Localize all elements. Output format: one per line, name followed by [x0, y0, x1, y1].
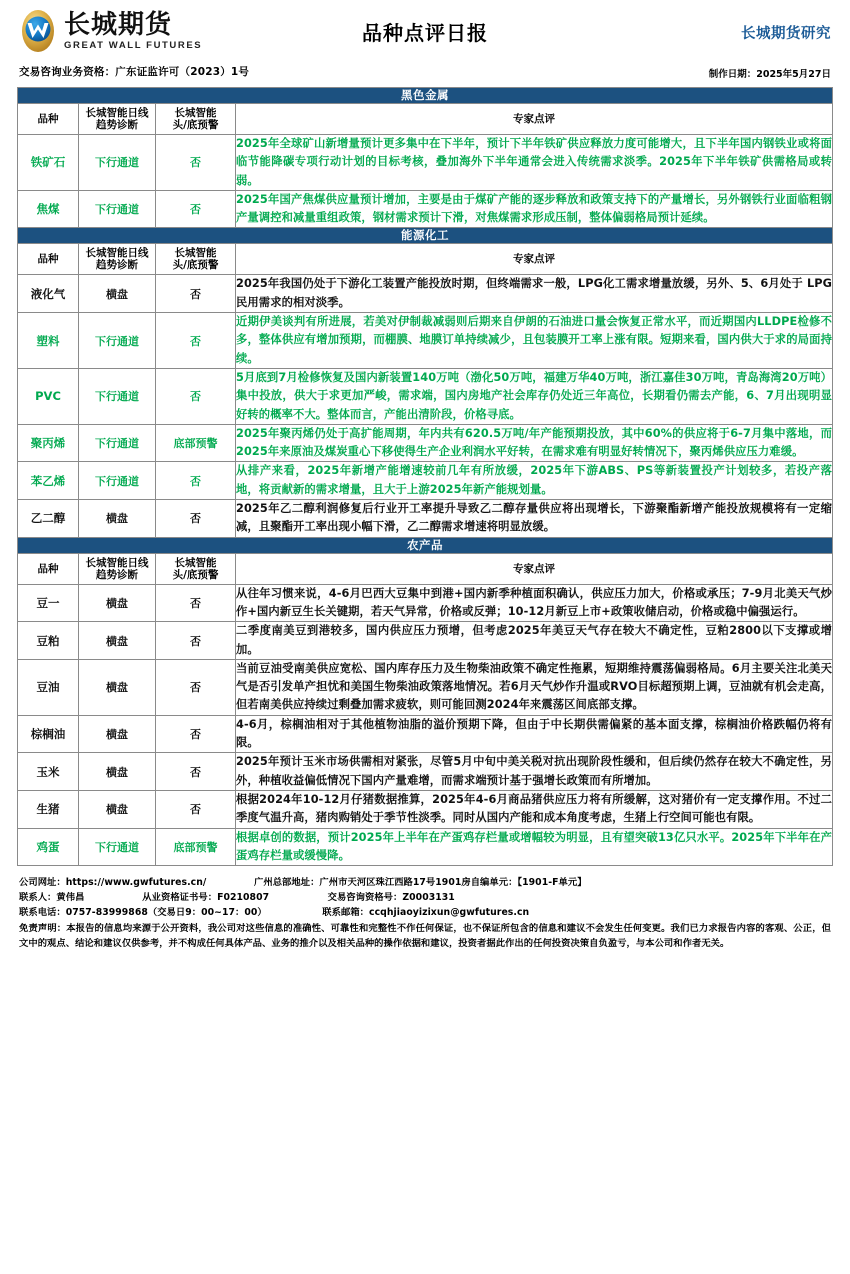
footer-address: 广州总部地址：广州市天河区珠江西路17号1901房自编单元：【1901-F单元】 — [254, 877, 587, 889]
col-header-alert — [156, 104, 236, 135]
column-header-row — [18, 104, 833, 135]
table-row — [18, 500, 833, 538]
table-row — [18, 622, 833, 660]
expert-comment: 2025年全球矿山新增量预计更多集中在下半年，预计下半年铁矿供应释放力度可能增大，且下半年国内钢铁业或将面临节能降碳专项行动计划的目标考核，叠加海外下半年通常会进入传统需求淡季。2025年下半年铁矿供需格局或转弱。 — [236, 135, 833, 191]
make-date: 制作日期：2025年5月27日 — [708, 69, 831, 80]
expert-comment: 2025年国产焦煤供应量预计增加，主要是由于煤矿产能的逐步释放和政策支持下的产量增长，另外钢铁行业面临粗钢产量调控和减量重组政策，钢材需求预计下滑，对焦煤需求形成压制，整体偏弱格局预计延续。 — [236, 190, 833, 228]
expert-comment: 4-6月，棕榈油相对于其他植物油脂的溢价预期下降，但由于中长期供需偏紧的基本面支撑，棕榈油价格跌幅仍将有限。 — [236, 715, 833, 753]
brand-name-cn: 长城期货 — [64, 9, 173, 40]
expert-comment: 2025年预计玉米市场供需相对紧张，尽管5月中旬中美关税对抗出现阶段性缓和，但后续仍然存在较大不确定性，另外，种植收益偏低情况下国内产量难增，而需求端预计基于强增长政策而有所增加。 — [236, 753, 833, 791]
trend-diagnosis: 下行通道 — [79, 368, 156, 424]
section-title: 能源化工 — [18, 228, 833, 244]
table-row — [18, 753, 833, 791]
table-row — [18, 275, 833, 313]
top-bottom-alert: 否 — [156, 622, 236, 660]
commodity-name: 液化气 — [18, 275, 79, 313]
trend-diagnosis: 下行通道 — [79, 828, 156, 866]
col-header-trend — [79, 104, 156, 135]
trend-diagnosis: 横盘 — [79, 715, 156, 753]
expert-comment: 近期伊美谈判有所进展，若美对伊制裁减弱则后期来自伊朗的石油进口量会恢复正常水平，而近期国内LLDPE检修不多，整体供应有增加预期，而棚膜、地膜订单持续减少，且包装膜开工率上涨有限。短期来看，国内供大于求的局面持续。 — [236, 313, 833, 369]
expert-comment: 从排产来看，2025年新增产能增速较前几年有所放缓，2025年下游ABS、PS等新装置投产计划较多，若投产落地，将贡献新的需求增量，且大于上游2025年新产能规划量。 — [236, 462, 833, 500]
col-header-alert-line1: 长城智能 — [174, 247, 217, 260]
top-bottom-alert: 否 — [156, 715, 236, 753]
col-header-trend — [79, 244, 156, 275]
top-bottom-alert: 否 — [156, 500, 236, 538]
expert-comment: 当前豆油受南美供应宽松、国内库存压力及生物柴油政策不确定性拖累，短期维持震荡偏弱格局。6月主要关注北美天气是否引发单产担忧和美国生物柴油政策落地情况。若6月天气炒作升温或RVO目标超预期上调，豆油就有机会走高，但若南美供应持续过剩叠加需求疲软，则可能回测2024年来震荡区间底部支撑。 — [236, 659, 833, 715]
col-header-trend-line2: 趋势诊断 — [96, 259, 138, 272]
commodity-name: 聚丙烯 — [18, 424, 79, 462]
footer-email[interactable]: 联系邮箱：ccqhjiaoyizixun@gwfutures.cn — [322, 907, 530, 919]
col-header-trend — [79, 553, 156, 584]
footer-disclaimer: 免责声明：本报告的信息均来源于公开资料，我公司对这些信息的准确性、可靠性和完整性不作任何保证，也不保证所包含的信息和建议不会发生任何变更。我们已力求报告内容的客观、公正，但文中的观点、结论和建议仅供参考，并不构成任何具体产品、业务的推介以及相关品种的操作依据和建议，投资者据此作出的任何投资决策自负盈亏，与本公司和作者无关。 — [19, 923, 831, 950]
table-row — [18, 424, 833, 462]
top-bottom-alert: 底部预警 — [156, 828, 236, 866]
footer-line-contact — [19, 890, 831, 905]
footer-website[interactable]: 公司网址：https://www.gwfutures.cn/ — [19, 877, 207, 889]
section-header-row — [18, 228, 833, 244]
trend-diagnosis: 横盘 — [79, 500, 156, 538]
table-row — [18, 190, 833, 228]
commodity-name: PVC — [18, 368, 79, 424]
section-header-row — [18, 88, 833, 104]
col-header-comment: 专家点评 — [236, 104, 833, 135]
expert-comment: 二季度南美豆到港较多，国内供应压力预增，但考虑2025年美豆天气存在较大不确定性，豆粕2800以下支撑或增加。 — [236, 622, 833, 660]
column-header-row — [18, 553, 833, 584]
footer-line-website — [19, 875, 831, 890]
top-bottom-alert: 否 — [156, 659, 236, 715]
column-header-row — [18, 244, 833, 275]
trend-diagnosis: 下行通道 — [79, 462, 156, 500]
expert-comment: 2025年乙二醇利润修复后行业开工率提升导致乙二醇存量供应将出现增长，下游聚酯新增产能投放规模将有一定缩减，且聚酯开工率出现小幅下滑，乙二醇需求增速将明显放缓。 — [236, 500, 833, 538]
top-bottom-alert: 否 — [156, 790, 236, 828]
license-text: 交易咨询业务资格：广东证监许可（2023）1号 — [19, 66, 250, 78]
commodity-name: 铁矿石 — [18, 135, 79, 191]
col-header-name: 品种 — [18, 104, 79, 135]
trend-diagnosis: 下行通道 — [79, 190, 156, 228]
table-row — [18, 313, 833, 369]
footer-consult-no: 交易咨询资格号：Z0003131 — [327, 892, 455, 904]
table-row — [18, 790, 833, 828]
col-header-alert — [156, 244, 236, 275]
trend-diagnosis: 横盘 — [79, 790, 156, 828]
table-row — [18, 715, 833, 753]
section-header-row — [18, 537, 833, 553]
col-header-comment: 专家点评 — [236, 553, 833, 584]
footer-line-phone — [19, 905, 831, 920]
commodity-name: 鸡蛋 — [18, 828, 79, 866]
col-header-alert — [156, 553, 236, 584]
section-title: 农产品 — [18, 537, 833, 553]
commodity-name: 塑料 — [18, 313, 79, 369]
top-bottom-alert: 否 — [156, 190, 236, 228]
subheader — [17, 62, 833, 84]
commodity-name: 棕榈油 — [18, 715, 79, 753]
top-bottom-alert: 底部预警 — [156, 424, 236, 462]
col-header-comment: 专家点评 — [236, 244, 833, 275]
top-bottom-alert: 否 — [156, 275, 236, 313]
col-header-name: 品种 — [18, 244, 79, 275]
col-header-alert-line2: 头/底预警 — [172, 259, 219, 272]
footer-phone: 联系电话：0757-83999868（交易日9：00~17：00） — [19, 907, 267, 919]
trend-diagnosis: 横盘 — [79, 753, 156, 791]
trend-diagnosis: 下行通道 — [79, 313, 156, 369]
commodity-name: 豆油 — [18, 659, 79, 715]
expert-comment: 根据卓创的数据，预计2025年上半年在产蛋鸡存栏量或增幅较为明显，且有望突破13亿只水平。2025年下半年在产蛋鸡存栏量或缓慢降。 — [236, 828, 833, 866]
commodity-name: 乙二醇 — [18, 500, 79, 538]
col-header-alert-line2: 头/底预警 — [172, 568, 219, 581]
trend-diagnosis: 横盘 — [79, 584, 156, 622]
top-bottom-alert: 否 — [156, 368, 236, 424]
trend-diagnosis: 横盘 — [79, 622, 156, 660]
research-label: 长城期货研究 — [741, 26, 831, 42]
table-row — [18, 368, 833, 424]
col-header-trend-line2: 趋势诊断 — [96, 119, 138, 131]
table-row — [18, 659, 833, 715]
expert-comment: 2025年我国仍处于下游化工装置产能投放时期，但终端需求一般，LPG化工需求增量放缓，另外、5、6月处于 LPG 民用需求的相对淡季。 — [236, 275, 833, 313]
trend-diagnosis: 横盘 — [79, 659, 156, 715]
col-header-alert-line1: 长城智能 — [174, 107, 217, 119]
top-bottom-alert: 否 — [156, 462, 236, 500]
footer-qualification-no: 从业资格证书号：F0210807 — [142, 892, 270, 904]
commodity-name: 生猪 — [18, 790, 79, 828]
commodity-name: 焦煤 — [18, 190, 79, 228]
commodity-name: 豆一 — [18, 584, 79, 622]
page-footer — [17, 875, 833, 951]
col-header-trend-line2: 趋势诊断 — [96, 568, 138, 581]
col-header-trend-line1: 长城智能日线 — [85, 556, 149, 569]
trend-diagnosis: 下行通道 — [79, 135, 156, 191]
footer-contact-person: 联系人：黄伟昌 — [19, 892, 85, 904]
top-bottom-alert: 否 — [156, 584, 236, 622]
col-header-alert-line2: 头/底预警 — [172, 119, 219, 131]
col-header-trend-line1: 长城智能日线 — [85, 107, 149, 119]
top-bottom-alert: 否 — [156, 313, 236, 369]
col-header-trend-line1: 长城智能日线 — [85, 247, 149, 260]
top-bottom-alert: 否 — [156, 135, 236, 191]
brand-name-en: GREAT WALL FUTURES — [64, 39, 203, 51]
page-title: 品种点评日报 — [362, 20, 488, 45]
commodity-name: 玉米 — [18, 753, 79, 791]
table-row — [18, 462, 833, 500]
table-row — [18, 828, 833, 866]
col-header-alert-line1: 长城智能 — [174, 556, 217, 569]
section-title: 黑色金属 — [18, 88, 833, 104]
expert-comment: 2025年聚丙烯仍处于高扩能周期，年内共有620.5万吨/年产能预期投放，其中60%的供应将于6-7月集中落地，而2025年来原油及煤炭重心下移使得生产企业利润水平好转，在需求难有明显好转情况下，聚丙烯供应压力难缓。 — [236, 424, 833, 462]
col-header-name: 品种 — [18, 553, 79, 584]
page-header — [17, 0, 833, 62]
expert-comment: 根据2024年10-12月仔猪数据推算，2025年4-6月商品猪供应压力将有所缓解，这对猪价有一定支撑作用。不过二季度气温升高，猪肉购销处于季节性淡季。同时从国内产能和成本角度考虑，生猪上行空间可能也有限。 — [236, 790, 833, 828]
commodity-name: 豆粕 — [18, 622, 79, 660]
trend-diagnosis: 横盘 — [79, 275, 156, 313]
expert-comment: 从往年习惯来说，4-6月巴西大豆集中到港+国内新季种植面积确认，供应压力加大，价格或承压；7-9月北美天气炒作+国内新豆生长关键期，若天气异常，价格或反弹；10-12月新豆上市+政策收储启动，价格或稳中偏强运行。 — [236, 584, 833, 622]
commodity-name: 苯乙烯 — [18, 462, 79, 500]
table-row — [18, 135, 833, 191]
top-bottom-alert: 否 — [156, 753, 236, 791]
commodity-review-table — [17, 87, 833, 866]
table-row — [18, 584, 833, 622]
expert-comment: 5月底到7月检修恢复及国内新装置140万吨（渤化50万吨，福建万华40万吨，浙江嘉佳30万吨，青岛海湾20万吨）集中投放，供大于求更加严峻，需求端，国内房地产社会库存仍处近三年高位，长期看仍需去产能，6、7月出现明显好转的概率不大。整体而言，产能出清阶段，价格寻底。 — [236, 368, 833, 424]
trend-diagnosis: 下行通道 — [79, 424, 156, 462]
